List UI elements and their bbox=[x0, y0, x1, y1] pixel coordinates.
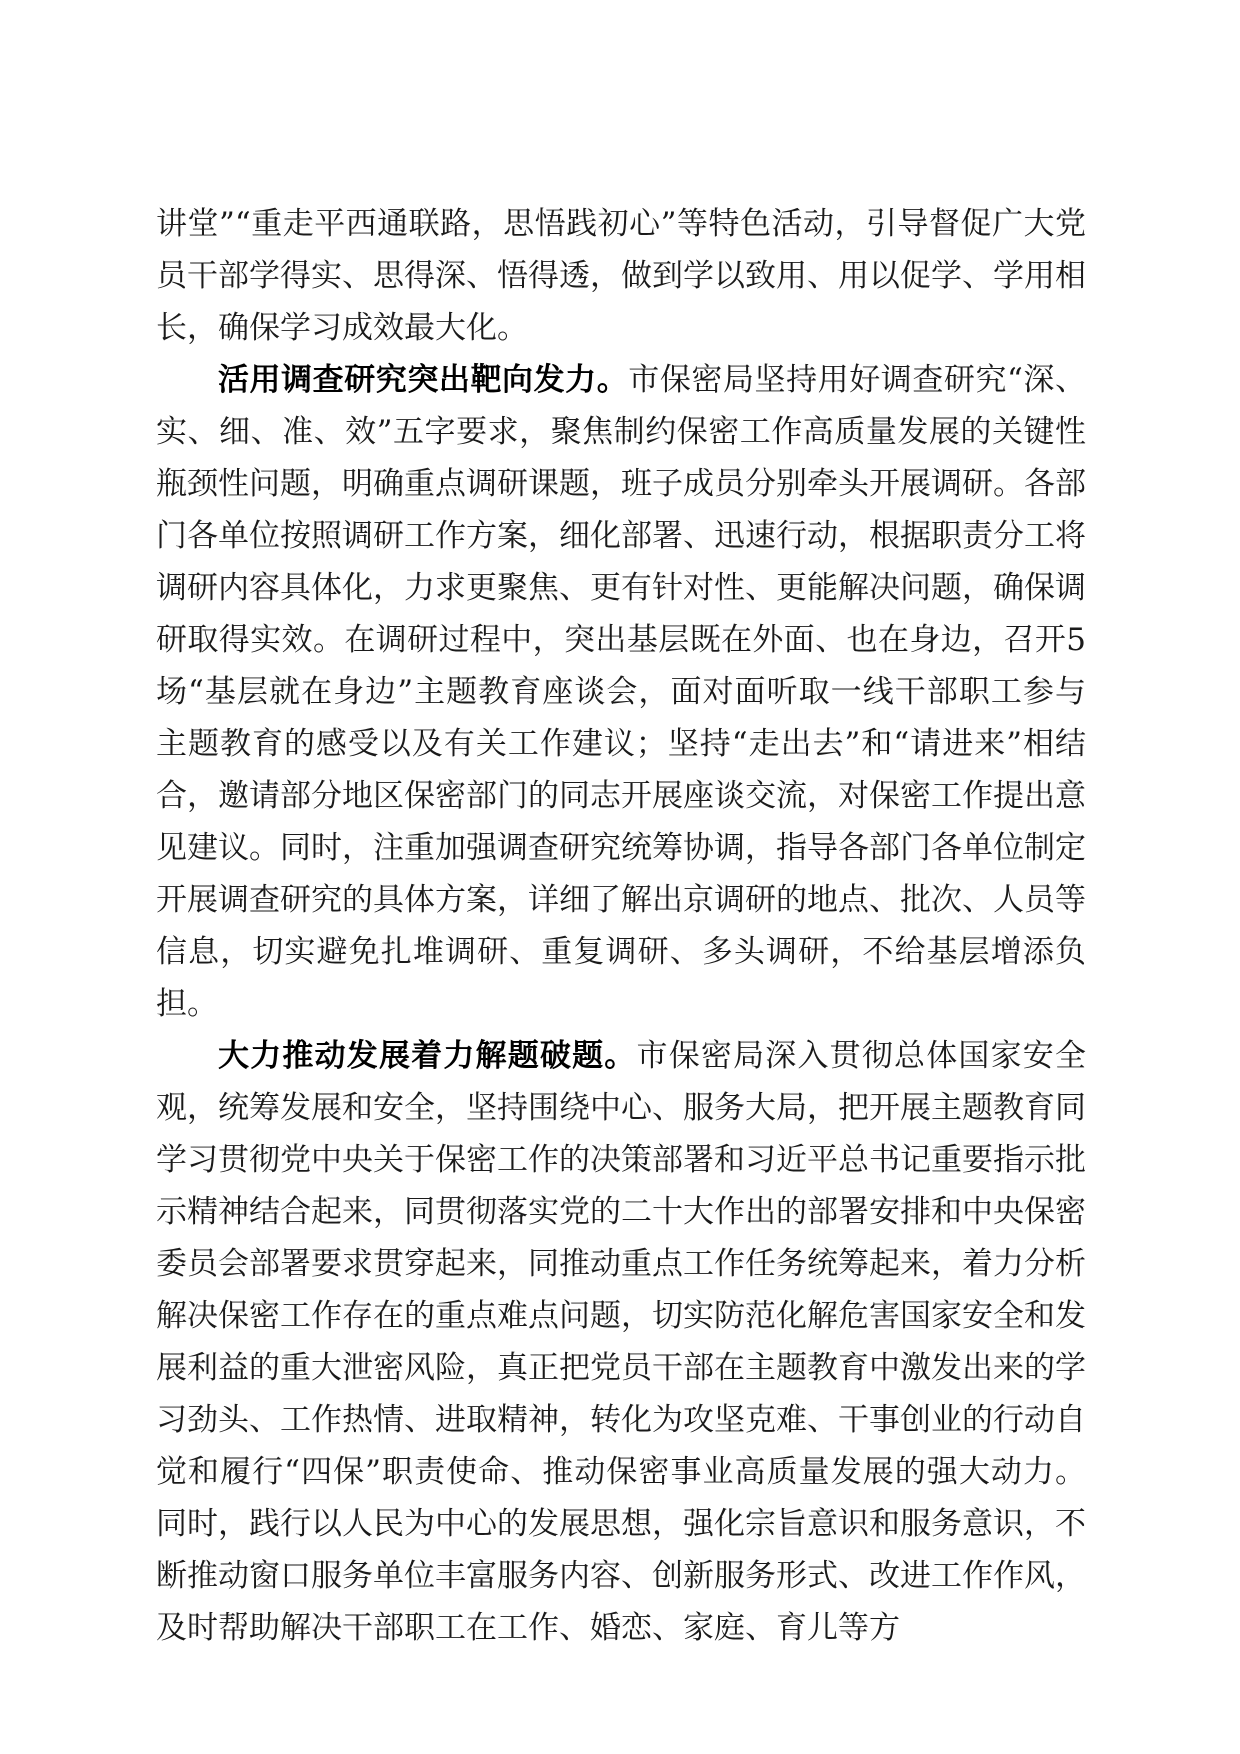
document-body bbox=[156, 198, 1086, 1654]
paragraph-1 bbox=[156, 198, 1086, 354]
paragraph-3 bbox=[156, 1030, 1086, 1654]
paragraph-2-heading: 活用调查研究突出靶向发力。 bbox=[218, 362, 629, 398]
paragraph-3-text: 市保密局深入贯彻总体国家安全观，统筹发展和安全，坚持围绕中心、服务大局，把开展主题教育同学习贯彻党中央关于保密工作的决策部署和习近平总书记重要指示批示精神结合起来，同贯彻落实党的二十大作出的部署安排和中央保密委员会部署要求贯穿起来，同推动重点工作任务统筹起来，着力分析解决保密工作存在的重点难点问题，切实防范化解危害国家安全和发展利益的重大泄密风险，真正把党员干部在主题教育中激发出来的学习劲头、工作热情、进取精神，转化为攻坚克难、干事创业的行动自觉和履行“四保”职责使命、推动保密事业高质量发展的强大动力。同时，践行以人民为中心的发展思想，强化宗旨意识和服务意识，不断推动窗口服务单位丰富服务内容、创新服务形式、改进工作作风，及时帮助解决干部职工在工作、婚恋、家庭、育儿等方 bbox=[156, 1038, 1086, 1646]
paragraph-1-text: 讲堂”“重走平西通联路，思悟践初心”等特色活动，引导督促广大党员干部学得实、思得深、悟得透，做到学以致用、用以促学、学用相长，确保学习成效最大化。 bbox=[156, 206, 1086, 346]
paragraph-3-heading: 大力推动发展着力解题破题。 bbox=[218, 1038, 637, 1074]
paragraph-2-text: 市保密局坚持用好调查研究“深、实、细、准、效”五字要求，聚焦制约保密工作高质量发展的关键性瓶颈性问题，明确重点调研课题，班子成员分别牵头开展调研。各部门各单位按照调研工作方案，细化部署、迅速行动，根据职责分工将调研内容具体化，力求更聚焦、更有针对性、更能解决问题，确保调研取得实效。在调研过程中，突出基层既在外面、也在身边，召开5场“基层就在身边”主题教育座谈会，面对面听取一线干部职工参与主题教育的感受以及有关工作建议；坚持“走出去”和“请进来”相结合，邀请部分地区保密部门的同志开展座谈交流，对保密工作提出意见建议。同时，注重加强调查研究统筹协调，指导各部门各单位制定开展调查研究的具体方案，详细了解出京调研的地点、批次、人员等信息，切实避免扎堆调研、重复调研、多头调研，不给基层增添负担。 bbox=[156, 362, 1086, 1022]
paragraph-2 bbox=[156, 354, 1086, 1030]
